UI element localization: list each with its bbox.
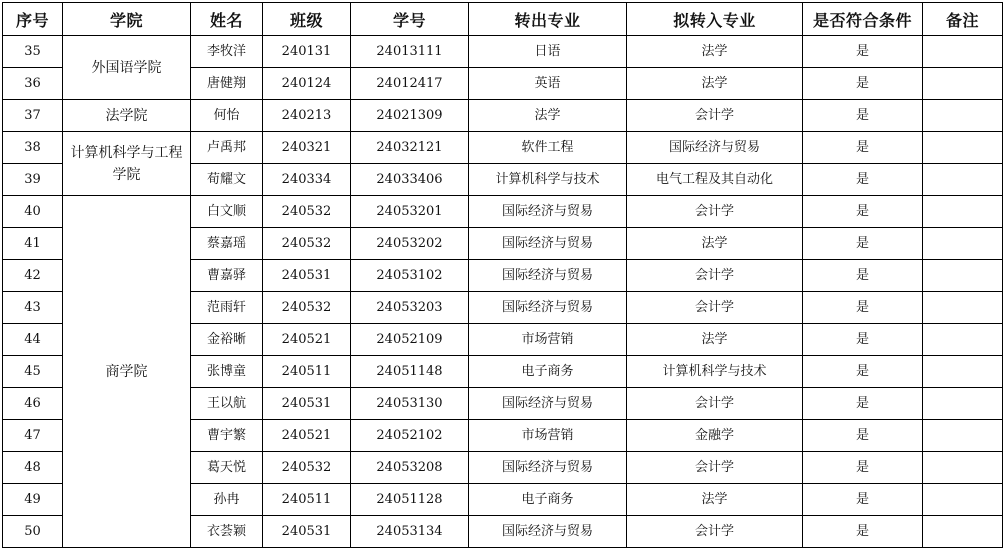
header-row xyxy=(3,3,1003,36)
cell-remarks xyxy=(923,420,1003,452)
cell-class: 240532 xyxy=(263,452,351,484)
cell-remarks xyxy=(923,324,1003,356)
cell-remarks xyxy=(923,260,1003,292)
cell-class: 240511 xyxy=(263,356,351,388)
cell-eligible: 是 xyxy=(803,292,923,324)
cell-index: 40 xyxy=(3,196,63,228)
cell-from-major: 市场营销 xyxy=(469,420,627,452)
cell-from-major: 电子商务 xyxy=(469,484,627,516)
cell-to-major: 会计学 xyxy=(627,196,803,228)
cell-class: 240532 xyxy=(263,292,351,324)
cell-eligible: 是 xyxy=(803,356,923,388)
table-row xyxy=(3,196,1003,228)
cell-from-major: 国际经济与贸易 xyxy=(469,260,627,292)
cell-remarks xyxy=(923,484,1003,516)
cell-from-major: 国际经济与贸易 xyxy=(469,388,627,420)
cell-to-major: 会计学 xyxy=(627,452,803,484)
cell-to-major: 会计学 xyxy=(627,292,803,324)
cell-student-id: 24053130 xyxy=(351,388,469,420)
cell-from-major: 国际经济与贸易 xyxy=(469,452,627,484)
cell-from-major: 国际经济与贸易 xyxy=(469,292,627,324)
cell-index: 39 xyxy=(3,164,63,196)
cell-college: 法学院 xyxy=(63,100,191,132)
cell-eligible: 是 xyxy=(803,484,923,516)
col-header-name: 姓名 xyxy=(191,3,263,36)
cell-student-id: 24053134 xyxy=(351,516,469,548)
cell-remarks xyxy=(923,228,1003,260)
cell-index: 37 xyxy=(3,100,63,132)
cell-from-major: 国际经济与贸易 xyxy=(469,228,627,260)
cell-to-major: 国际经济与贸易 xyxy=(627,132,803,164)
cell-class: 240334 xyxy=(263,164,351,196)
cell-class: 240321 xyxy=(263,132,351,164)
cell-index: 46 xyxy=(3,388,63,420)
cell-eligible: 是 xyxy=(803,196,923,228)
table-row xyxy=(3,132,1003,164)
cell-student-id: 24053201 xyxy=(351,196,469,228)
cell-eligible: 是 xyxy=(803,324,923,356)
cell-student-id: 24051128 xyxy=(351,484,469,516)
cell-index: 45 xyxy=(3,356,63,388)
cell-name: 孙冉 xyxy=(191,484,263,516)
cell-student-id: 24021309 xyxy=(351,100,469,132)
cell-from-major: 国际经济与贸易 xyxy=(469,516,627,548)
cell-student-id: 24053208 xyxy=(351,452,469,484)
cell-class: 240521 xyxy=(263,324,351,356)
cell-to-major: 计算机科学与技术 xyxy=(627,356,803,388)
cell-student-id: 24053203 xyxy=(351,292,469,324)
cell-to-major: 法学 xyxy=(627,68,803,100)
cell-name: 范雨轩 xyxy=(191,292,263,324)
col-header-remarks: 备注 xyxy=(923,3,1003,36)
cell-name: 葛天悦 xyxy=(191,452,263,484)
cell-student-id: 24053202 xyxy=(351,228,469,260)
cell-index: 36 xyxy=(3,68,63,100)
cell-index: 41 xyxy=(3,228,63,260)
cell-name: 唐健翔 xyxy=(191,68,263,100)
cell-name: 衣荟颖 xyxy=(191,516,263,548)
table-header xyxy=(3,3,1003,36)
cell-from-major: 日语 xyxy=(469,36,627,68)
cell-class: 240131 xyxy=(263,36,351,68)
col-header-college: 学院 xyxy=(63,3,191,36)
cell-remarks xyxy=(923,132,1003,164)
cell-eligible: 是 xyxy=(803,132,923,164)
col-header-from-major: 转出专业 xyxy=(469,3,627,36)
transfer-table xyxy=(2,2,1003,548)
cell-to-major: 法学 xyxy=(627,484,803,516)
cell-eligible: 是 xyxy=(803,164,923,196)
cell-name: 曹宇繁 xyxy=(191,420,263,452)
cell-index: 38 xyxy=(3,132,63,164)
cell-eligible: 是 xyxy=(803,100,923,132)
cell-eligible: 是 xyxy=(803,516,923,548)
cell-eligible: 是 xyxy=(803,452,923,484)
cell-name: 李牧洋 xyxy=(191,36,263,68)
cell-college: 计算机科学与工程学院 xyxy=(63,132,191,196)
cell-to-major: 法学 xyxy=(627,324,803,356)
cell-student-id: 24012417 xyxy=(351,68,469,100)
cell-remarks xyxy=(923,452,1003,484)
cell-name: 金裕晰 xyxy=(191,324,263,356)
cell-student-id: 24052109 xyxy=(351,324,469,356)
cell-to-major: 法学 xyxy=(627,36,803,68)
cell-remarks xyxy=(923,516,1003,548)
cell-remarks xyxy=(923,292,1003,324)
cell-from-major: 软件工程 xyxy=(469,132,627,164)
cell-name: 曹嘉驿 xyxy=(191,260,263,292)
cell-class: 240511 xyxy=(263,484,351,516)
cell-name: 蔡嘉瑶 xyxy=(191,228,263,260)
cell-index: 47 xyxy=(3,420,63,452)
cell-class: 240124 xyxy=(263,68,351,100)
cell-eligible: 是 xyxy=(803,260,923,292)
cell-class: 240531 xyxy=(263,388,351,420)
cell-class: 240532 xyxy=(263,196,351,228)
cell-index: 44 xyxy=(3,324,63,356)
cell-name: 卢禹邦 xyxy=(191,132,263,164)
col-header-eligible: 是否符合条件 xyxy=(803,3,923,36)
col-header-class: 班级 xyxy=(263,3,351,36)
cell-from-major: 计算机科学与技术 xyxy=(469,164,627,196)
cell-to-major: 会计学 xyxy=(627,516,803,548)
cell-index: 35 xyxy=(3,36,63,68)
cell-remarks xyxy=(923,100,1003,132)
cell-class: 240521 xyxy=(263,420,351,452)
cell-name: 张博童 xyxy=(191,356,263,388)
cell-college: 商学院 xyxy=(63,196,191,548)
cell-class: 240213 xyxy=(263,100,351,132)
cell-class: 240532 xyxy=(263,228,351,260)
cell-college: 外国语学院 xyxy=(63,36,191,100)
cell-from-major: 国际经济与贸易 xyxy=(469,196,627,228)
cell-student-id: 24033406 xyxy=(351,164,469,196)
cell-from-major: 英语 xyxy=(469,68,627,100)
table-row xyxy=(3,36,1003,68)
cell-index: 49 xyxy=(3,484,63,516)
cell-index: 43 xyxy=(3,292,63,324)
cell-from-major: 市场营销 xyxy=(469,324,627,356)
cell-name: 荀耀文 xyxy=(191,164,263,196)
cell-eligible: 是 xyxy=(803,388,923,420)
table-row xyxy=(3,100,1003,132)
col-header-index: 序号 xyxy=(3,3,63,36)
cell-to-major: 会计学 xyxy=(627,100,803,132)
cell-eligible: 是 xyxy=(803,228,923,260)
cell-class: 240531 xyxy=(263,260,351,292)
cell-eligible: 是 xyxy=(803,420,923,452)
col-header-student-id: 学号 xyxy=(351,3,469,36)
cell-student-id: 24052102 xyxy=(351,420,469,452)
cell-eligible: 是 xyxy=(803,36,923,68)
cell-remarks xyxy=(923,68,1003,100)
cell-name: 王以航 xyxy=(191,388,263,420)
cell-to-major: 金融学 xyxy=(627,420,803,452)
cell-remarks xyxy=(923,356,1003,388)
cell-student-id: 24053102 xyxy=(351,260,469,292)
cell-from-major: 电子商务 xyxy=(469,356,627,388)
cell-index: 42 xyxy=(3,260,63,292)
cell-to-major: 会计学 xyxy=(627,388,803,420)
cell-remarks xyxy=(923,196,1003,228)
cell-remarks xyxy=(923,164,1003,196)
col-header-to-major: 拟转入专业 xyxy=(627,3,803,36)
cell-index: 50 xyxy=(3,516,63,548)
cell-from-major: 法学 xyxy=(469,100,627,132)
cell-remarks xyxy=(923,388,1003,420)
cell-name: 何怡 xyxy=(191,100,263,132)
cell-to-major: 电气工程及其自动化 xyxy=(627,164,803,196)
cell-class: 240531 xyxy=(263,516,351,548)
cell-remarks xyxy=(923,36,1003,68)
cell-index: 48 xyxy=(3,452,63,484)
cell-student-id: 24032121 xyxy=(351,132,469,164)
cell-to-major: 法学 xyxy=(627,228,803,260)
cell-eligible: 是 xyxy=(803,68,923,100)
cell-to-major: 会计学 xyxy=(627,260,803,292)
cell-student-id: 24013111 xyxy=(351,36,469,68)
table-body xyxy=(3,36,1003,548)
cell-name: 白文顺 xyxy=(191,196,263,228)
cell-student-id: 24051148 xyxy=(351,356,469,388)
